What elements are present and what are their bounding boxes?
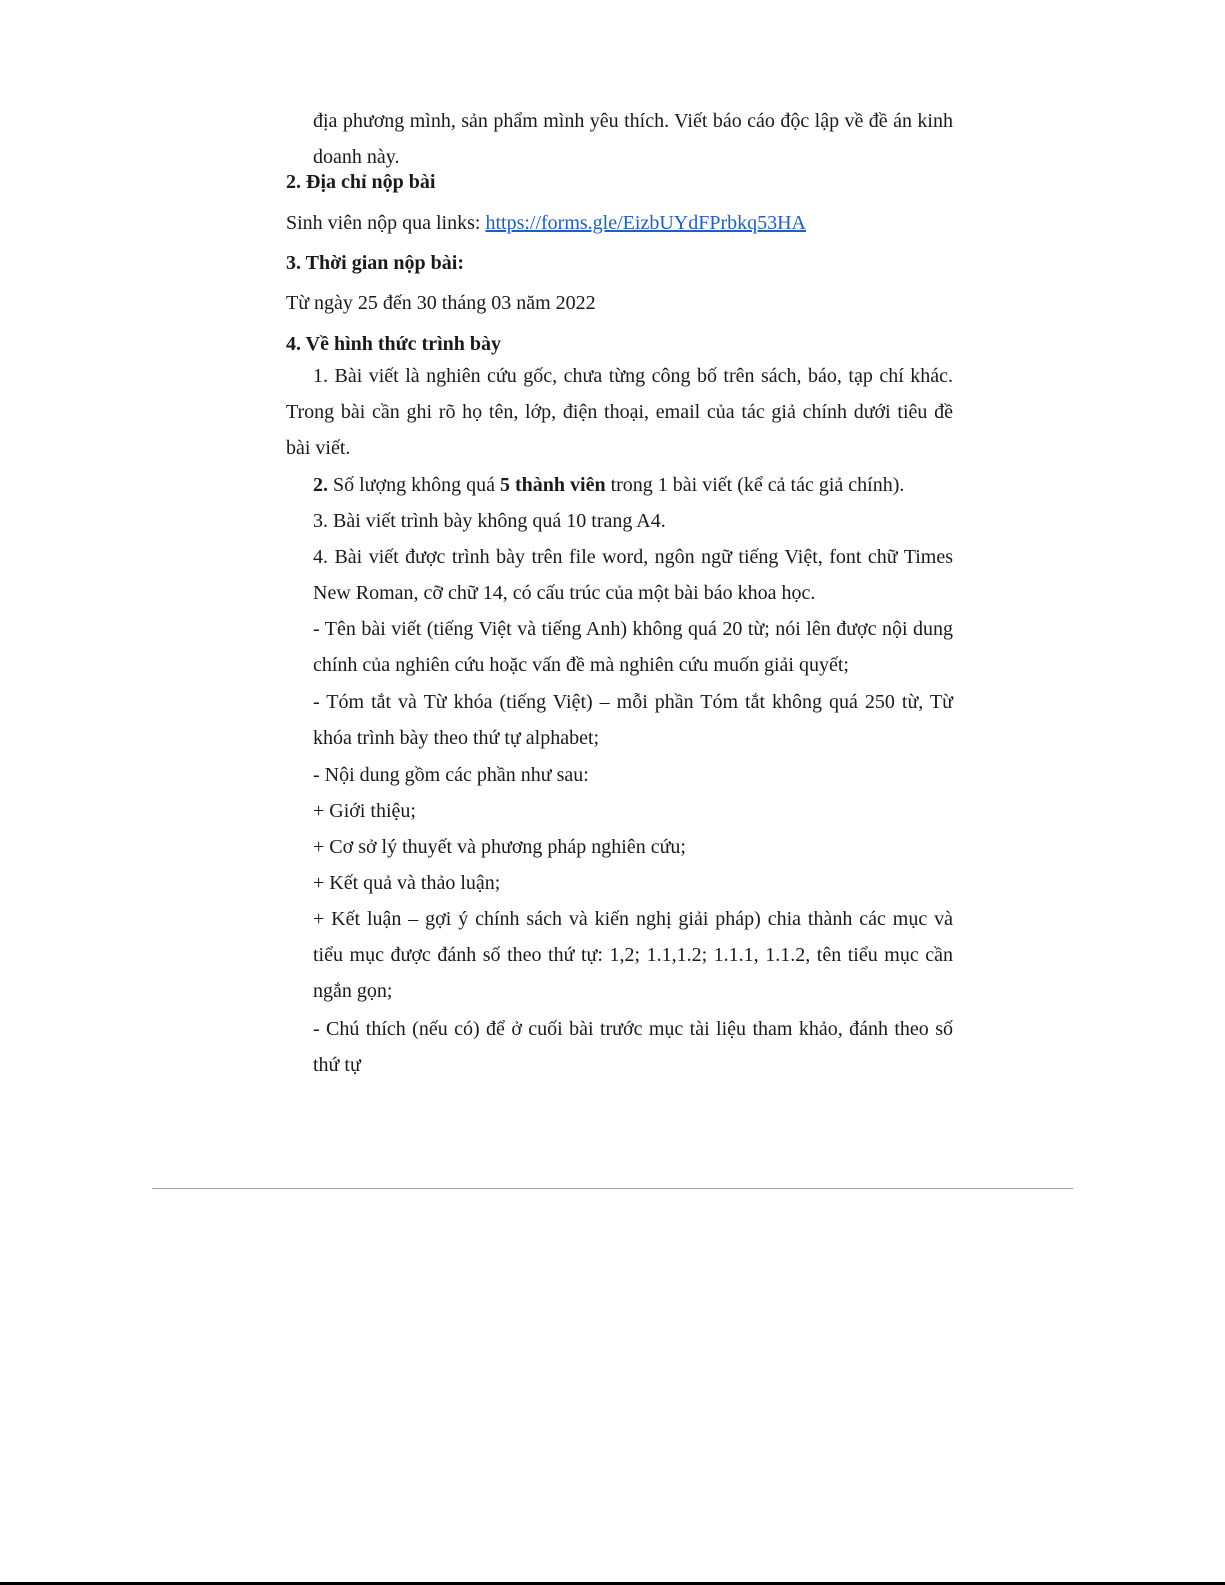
format-item-2: [313, 467, 953, 503]
sub-item-introduction: + Giới thiệu;: [313, 800, 416, 822]
section-4-heading: 4. Về hình thức trình bày: [286, 333, 502, 355]
bullet-notes: - Chú thích (nếu có) để ở cuối bài trước mục tài liệu tham khảo, đánh theo số thứ tự: [313, 1018, 953, 1076]
section-3-heading: 3. Thời gian nộp bài:: [286, 252, 464, 274]
format-item-4: 4. Bài viết được trình bày trên file word, ngôn ngữ tiếng Việt, font chữ Times New Roman, cỡ chữ 14, có cấu trúc của một bài báo khoa học.: [313, 546, 953, 604]
sub-item-theory: + Cơ sở lý thuyết và phương pháp nghiên cứu;: [313, 836, 686, 858]
submission-address-line: [286, 205, 953, 241]
format-item-2-text-before: Số lượng không quá: [328, 474, 500, 496]
sub-item-results: + Kết quả và thảo luận;: [313, 872, 501, 894]
format-item-2-text-after: trong 1 bài viết (kể cả tác giả chính).: [605, 474, 905, 496]
submission-address-label: Sinh viên nộp qua links:: [286, 212, 486, 234]
page-divider: [152, 1188, 1073, 1189]
bullet-abstract: - Tóm tắt và Từ khóa (tiếng Việt) – mỗi phần Tóm tắt không quá 250 từ, Từ khóa trình bày theo thứ tự alphabet;: [313, 691, 953, 749]
section-2-heading: 2. Địa chỉ nộp bài: [286, 171, 436, 193]
format-item-1: 1. Bài viết là nghiên cứu gốc, chưa từng công bố trên sách, báo, tạp chí khác. Trong bài cần ghi rõ họ tên, lớp, điện thoại, email của tác giả chính dưới tiêu đề bài viết.: [286, 365, 953, 459]
bullet-content: - Nội dung gồm các phần như sau:: [313, 764, 589, 786]
intro-continuation: địa phương mình, sản phẩm mình yêu thích. Viết báo cáo độc lập về đề án kinh doanh này.: [313, 110, 953, 168]
format-item-3: 3. Bài viết trình bày không quá 10 trang A4.: [313, 510, 666, 532]
submission-form-link[interactable]: https://forms.gle/EizbUYdFPrbkq53HA: [485, 212, 806, 234]
submission-period: Từ ngày 25 đến 30 tháng 03 năm 2022: [286, 292, 596, 314]
sub-item-conclusion: + Kết luận – gợi ý chính sách và kiến nghị giải pháp) chia thành các mục và tiểu mục được đánh số theo thứ tự: 1,2; 1.1,1.2; 1.1.1, 1.1.2, tên tiểu mục cần ngắn gọn;: [313, 908, 953, 1002]
format-item-2-bold-count: 5 thành viên: [499, 474, 606, 496]
bullet-title: - Tên bài viết (tiếng Việt và tiếng Anh) không quá 20 từ; nói lên được nội dung chính của nghiên cứu hoặc vấn đề mà nghiên cứu muốn giải quyết;: [313, 618, 953, 676]
format-item-2-number: 2.: [313, 474, 328, 496]
